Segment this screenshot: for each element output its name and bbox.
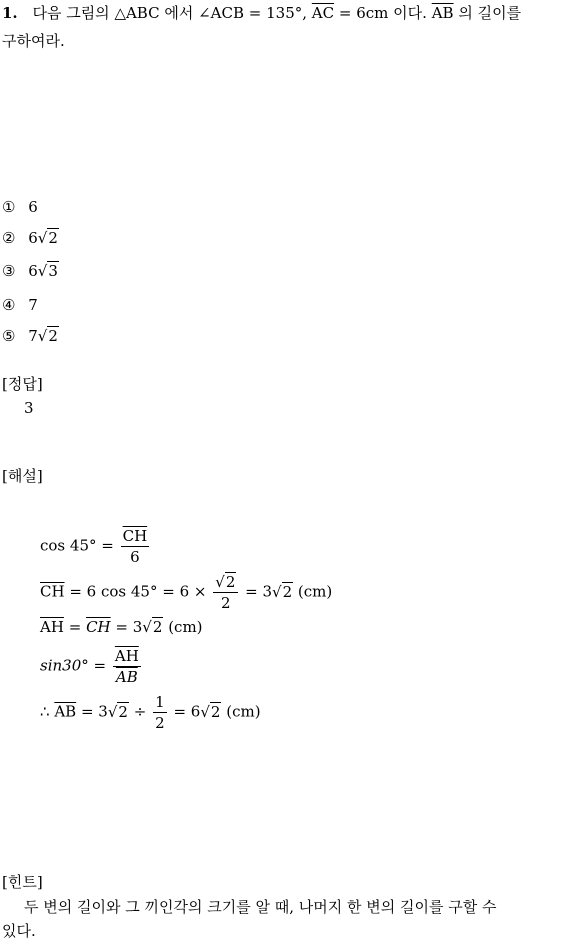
explanation-line-3: $\overline{AH} = \overline{CH} = 3√2$ (cm) bbox=[40, 618, 203, 636]
fraction: $\frac{\overline{AH}}{AB}$ bbox=[114, 647, 139, 686]
fraction: $\frac{1}{2}$ bbox=[155, 693, 165, 732]
choice-4[interactable] bbox=[2, 296, 38, 314]
explanation-line-1: cos 45° = $\frac{\overline{CH}}{6}$ bbox=[40, 527, 148, 566]
segment-ac: $\overline{AC}$ bbox=[311, 4, 335, 22]
question-line-1 bbox=[2, 2, 521, 23]
sqrt-symbol: √2 bbox=[37, 229, 58, 247]
explanation-label: [해설] bbox=[2, 467, 43, 485]
explanation-line-2: $\overline{CH} = 6$ cos 45° = 6 × $\frac{√2}{2}$ = 3√2 (cm) bbox=[40, 573, 333, 612]
segment-ab: $\overline{AB}$ bbox=[431, 4, 454, 22]
fraction: $\frac{√2}{2}$ bbox=[213, 572, 238, 613]
hint-line-2: 있다. bbox=[2, 922, 36, 940]
choice-value: 7 bbox=[28, 327, 38, 345]
explanation-line-4: sin30° = $\frac{\overline{AH}}{AB}$ bbox=[40, 647, 139, 686]
hint-label: [힌트] bbox=[2, 873, 43, 891]
choice-marker: ① bbox=[2, 198, 16, 216]
choice-2[interactable] bbox=[2, 229, 59, 247]
answer-value: 3 bbox=[24, 399, 34, 417]
choice-marker: ⑤ bbox=[2, 327, 16, 345]
choice-value: 7 bbox=[28, 296, 38, 314]
hint-line-1: 두 변의 길이와 그 끼인각의 크기를 알 때, 나머지 한 변의 길이를 구할 수 bbox=[24, 898, 497, 916]
sqrt-symbol: √3 bbox=[37, 262, 58, 280]
question-text: 다음 그림의 △ABC 에서 ∠ACB = 135°, bbox=[32, 4, 308, 22]
question-line-2: 구하여라. bbox=[2, 32, 65, 50]
fraction: $\frac{\overline{CH}}{6}$ bbox=[122, 527, 148, 566]
question-text-mid: = 6cm 이다. bbox=[338, 4, 427, 22]
sqrt-symbol: √2 bbox=[37, 327, 58, 345]
choice-5[interactable] bbox=[2, 327, 59, 345]
choice-1[interactable] bbox=[2, 198, 38, 216]
answer-label: [정답] bbox=[2, 375, 43, 393]
choice-3[interactable] bbox=[2, 262, 59, 280]
choice-value: 6 bbox=[28, 198, 38, 216]
choice-marker: ④ bbox=[2, 296, 16, 314]
explanation-line-5: ∴ $\overline{AB} = 3√2$ ÷ $\frac{1}{2}$ = 6√2 (cm) bbox=[40, 693, 261, 732]
choice-value: 6 bbox=[28, 262, 38, 280]
question-text-end: 의 길이를 bbox=[458, 4, 522, 22]
choice-value: 6 bbox=[28, 229, 38, 247]
choice-marker: ③ bbox=[2, 262, 16, 280]
choice-marker: ② bbox=[2, 229, 16, 247]
question-number: 1. bbox=[2, 4, 18, 22]
